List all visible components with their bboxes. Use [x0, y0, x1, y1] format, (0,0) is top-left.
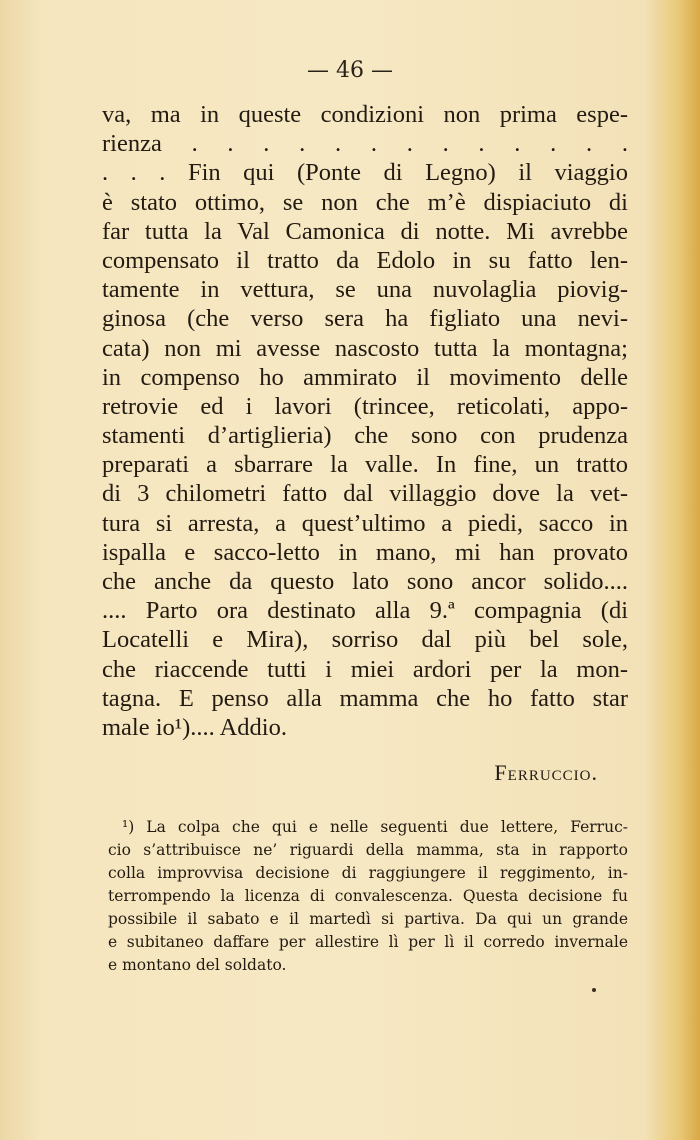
body-line: in compenso ho ammirato il movimento delle: [102, 363, 628, 391]
body-line: cata) non mi avesse nascosto tutta la montagna;: [102, 334, 628, 362]
footnote-line: e montano del soldato.: [108, 956, 287, 974]
body-line: tamente in vettura, se una nuvolaglia piovig-: [102, 276, 628, 304]
footnote-line: terrompendo la licenza di convalescenza. Questa decisione fu: [108, 887, 628, 905]
body-line: è stato ottimo, se non che m’è dispiaciuto di: [102, 188, 628, 216]
page-number: — 46 —: [307, 58, 393, 83]
body-line: tagna. E penso alla mamma che ho fatto star: [102, 684, 628, 712]
body-line: . . . Fin qui (Ponte di Legno) il viaggio: [102, 159, 628, 187]
body-line: ginosa (che verso sera ha figliato una nevi-: [102, 305, 628, 333]
body-line: Locatelli e Mira), sorriso dal più bel sole,: [102, 626, 628, 654]
body-line: .... Parto ora destinato alla 9.ª compagnia (di: [102, 597, 628, 625]
footnote: [108, 816, 628, 977]
footnote-line: colla improvvisa decisione di raggiungere il reggimento, in-: [108, 864, 628, 882]
body-line: tura si arresta, a quest’ultimo a piedi, sacco in: [102, 509, 628, 537]
body-line: stamenti d’artiglieria) che sono con prudenza: [102, 422, 628, 450]
body-line: va, ma in queste condizioni non prima espe-: [102, 101, 628, 128]
body-line: di 3 chilometri fatto dal villaggio dove la vet-: [102, 480, 628, 508]
body-line: ispalla e sacco-letto in mano, mi han provato: [102, 538, 628, 566]
body-line: preparati a sbarrare la valle. In fine, un tratto: [102, 451, 628, 479]
letter-body: [102, 100, 628, 742]
body-line: far tutta la Val Camonica di notte. Mi avrebbe: [102, 217, 628, 245]
footnote-line: possibile il sabato e il martedì si partiva. Da qui un grande: [108, 910, 628, 928]
body-line: compensato il tratto da Edolo in su fatto len-: [102, 246, 628, 274]
footnote-line: cio s’attribuisce ne’ riguardi della mamma, sta in rapporto: [108, 841, 628, 859]
footnote-line: ¹) La colpa che qui e nelle seguenti due lettere, Ferruc-: [122, 818, 628, 836]
body-line: rienza . . . . . . . . . . . . .: [102, 130, 628, 158]
body-line: male io¹).... Addio.: [102, 713, 287, 741]
body-line: che anche da questo lato sono ancor solido....: [102, 568, 628, 595]
body-line: che riaccende tutti i miei ardori per la mon-: [102, 655, 628, 683]
signature: Ferruccio.: [494, 760, 598, 785]
body-line: retrovie ed i lavori (trincee, reticolati, appo-: [102, 392, 628, 420]
footnote-line: e subitaneo daffare per allestire lì per lì il corredo invernale: [108, 933, 628, 951]
ink-speck: [592, 988, 596, 992]
